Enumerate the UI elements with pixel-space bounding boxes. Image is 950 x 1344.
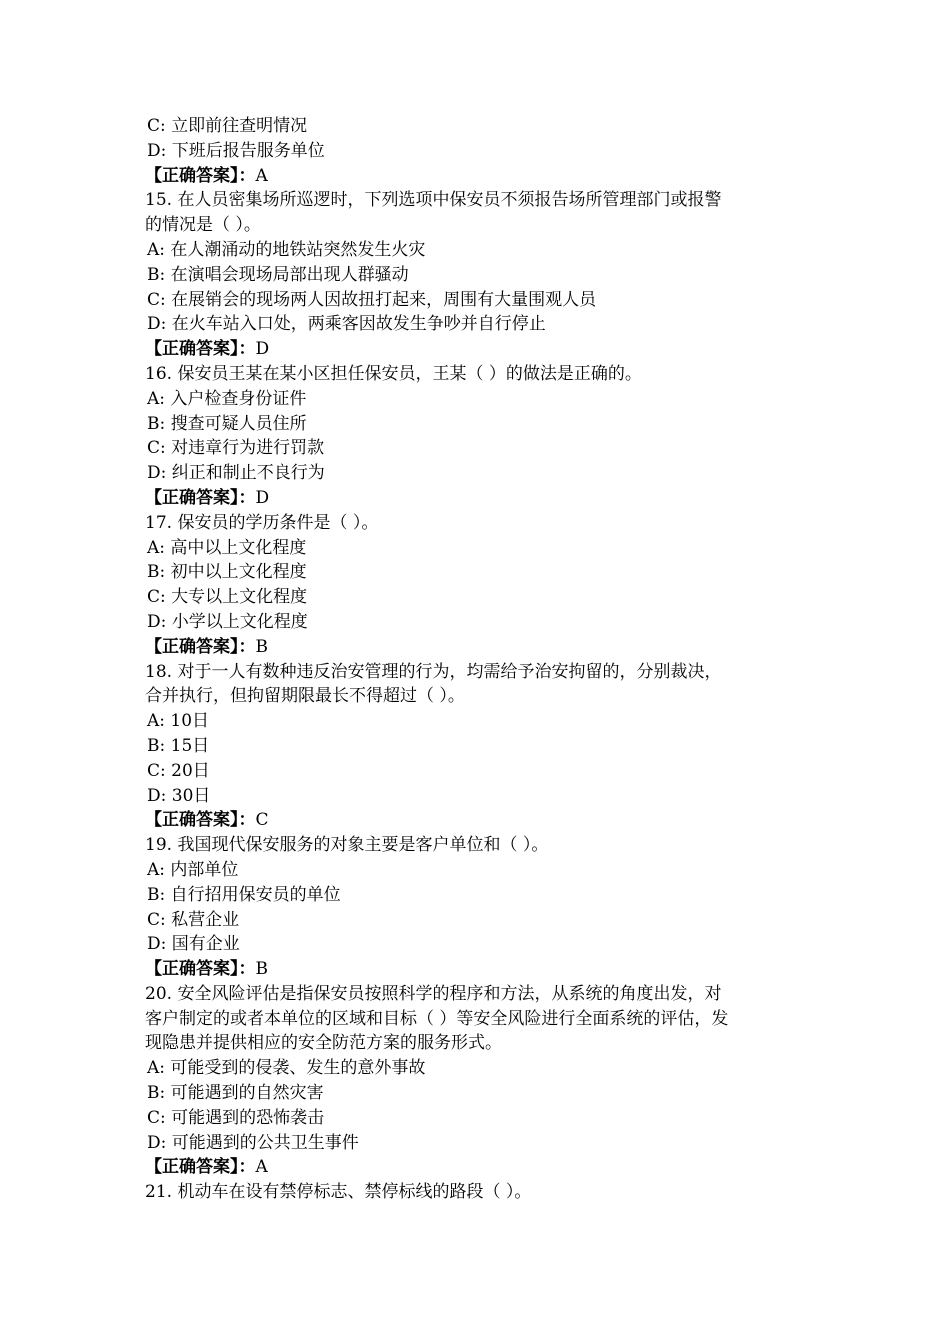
answer-line (145, 1155, 810, 1180)
answer-line (145, 486, 810, 511)
option-line: C: 20日 (147, 760, 210, 781)
question-line: 18. 对于一人有数种违反治安管理的行为，均需给予治安拘留的，分别裁决， (145, 661, 722, 682)
question-line: 的情况是（ ）。 (145, 215, 261, 236)
option-line: B: 初中以上文化程度 (147, 562, 307, 583)
option-line: A: 10日 (147, 711, 210, 732)
answer-label: 【正确答案】： (145, 487, 256, 508)
answer-value: A (255, 165, 268, 186)
option-line: A: 可能受到的侵袭、发生的意外事故 (147, 1058, 426, 1079)
option-line: D: 可能遇到的公共卫生事件 (147, 1132, 359, 1153)
answer-value: B (255, 636, 268, 657)
question-list (145, 114, 810, 1205)
option-line: A: 入户检查身份证件 (147, 388, 307, 409)
question-line: 16. 保安员王某在某小区担任保安员，王某（ ）的做法是正确的。 (145, 363, 642, 384)
option-line: B: 可能遇到的自然灾害 (147, 1083, 324, 1104)
option-line: B: 自行招用保安员的单位 (147, 884, 341, 905)
option-line: A: 内部单位 (147, 859, 239, 880)
option-line: C: 大专以上文化程度 (147, 587, 308, 608)
option-line: D: 小学以上文化程度 (147, 611, 308, 632)
option-line: D: 在火车站入口处，两乘客因故发生争吵并自行停止 (147, 314, 546, 335)
question-line: 现隐患并提供相应的安全防范方案的服务形式。 (145, 1033, 502, 1054)
question-line: 17. 保安员的学历条件是（ ）。 (145, 512, 379, 533)
answer-label: 【正确答案】： (145, 339, 256, 360)
option-line: C: 私营企业 (147, 909, 240, 930)
option-line: D: 纠正和制止不良行为 (147, 463, 325, 484)
question-line: 20. 安全风险评估是指保安员按照科学的程序和方法，从系统的角度出发，对 (145, 983, 722, 1004)
answer-value: D (255, 339, 270, 360)
option-line: D: 国有企业 (147, 934, 240, 955)
option-line: D: 30日 (147, 785, 211, 806)
answer-value: A (255, 1157, 268, 1178)
question-line: 21. 机动车在设有禁停标志、禁停标线的路段（ ）。 (145, 1182, 532, 1203)
answer-label: 【正确答案】： (145, 636, 256, 657)
option-line: B: 在演唱会现场局部出现人群骚动 (147, 264, 409, 285)
answer-line (145, 164, 810, 189)
answer-label: 【正确答案】： (145, 810, 256, 831)
option-line: A: 高中以上文化程度 (147, 537, 307, 558)
answer-label: 【正确答案】： (145, 165, 256, 186)
option-line: D: 下班后报告服务单位 (147, 140, 325, 161)
answer-line (145, 957, 810, 982)
option-line: A: 在人潮涌动的地铁站突然发生火灾 (147, 239, 426, 260)
question-line: 客户制定的或者本单位的区域和目标（ ）等安全风险进行全面系统的评估，发 (145, 1008, 729, 1029)
question-line: 19. 我国现代保安服务的对象主要是客户单位和（ ）。 (145, 835, 549, 856)
option-line: B: 搜查可疑人员住所 (147, 413, 307, 434)
answer-label: 【正确答案】： (145, 1157, 256, 1178)
option-line: C: 在展销会的现场两人因故扭打起来，周围有大量围观人员 (147, 289, 597, 310)
option-line: B: 15日 (147, 735, 210, 756)
answer-value: D (255, 487, 270, 508)
answer-label: 【正确答案】： (145, 959, 256, 980)
answer-line (145, 635, 810, 660)
answer-line (145, 337, 810, 362)
option-line: C: 对违章行为进行罚款 (147, 438, 325, 459)
answer-value: B (255, 959, 268, 980)
option-line: C: 可能遇到的恐怖袭击 (147, 1107, 325, 1128)
option-line: C: 立即前往查明情况 (147, 116, 308, 136)
question-line: 15. 在人员密集场所巡逻时，下列选项中保安员不须报告场所管理部门或报警 (145, 190, 722, 211)
question-line: 合并执行，但拘留期限最长不得超过（ ）。 (145, 686, 465, 707)
answer-line (145, 808, 810, 833)
answer-value: C (255, 810, 269, 831)
